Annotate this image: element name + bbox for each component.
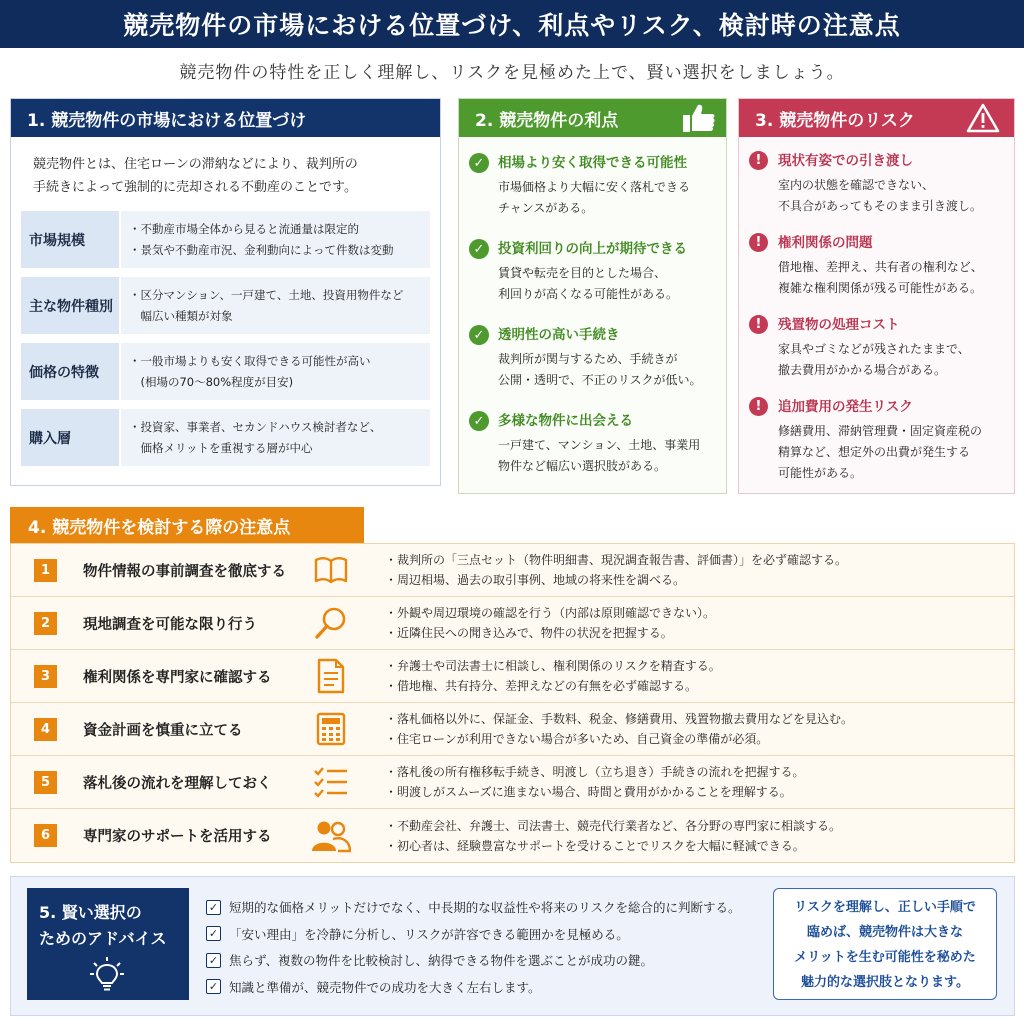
market-position-heading: 1. 競売物件の市場における位置づけ bbox=[11, 99, 440, 137]
step-title: 権利関係を専門家に確認する bbox=[83, 669, 272, 686]
step-number: 1 bbox=[34, 559, 57, 582]
list-item bbox=[469, 153, 716, 219]
risks-heading bbox=[739, 99, 1014, 137]
step-title: 資金計画を慎重に立てる bbox=[83, 722, 243, 739]
table-row bbox=[21, 409, 430, 466]
advantage-desc: 一戸建て、マンション、土地、事業用 物件など幅広い選択肢がある。 bbox=[498, 438, 701, 473]
risk-title: 権利関係の問題 bbox=[778, 235, 873, 251]
note-line: リスクを理解し、正しい手順で bbox=[794, 900, 976, 915]
precautions-panel bbox=[10, 543, 1015, 863]
table-row bbox=[11, 756, 1014, 809]
list-item bbox=[206, 894, 741, 921]
advice-heading: ためのアドバイス bbox=[39, 929, 167, 948]
exclamation-icon: ! bbox=[749, 151, 768, 170]
advantages-heading bbox=[459, 99, 726, 137]
step-points: ・不動産会社、弁護士、司法書士、競売代行業者など、各分野の専門家に相談する。 ・初心者は、経験豊富なサポートを受けることでリスクを大幅に軽減できる。 bbox=[385, 818, 842, 853]
checklist-icon bbox=[311, 762, 351, 802]
row-line: ・景気や不動産市況、金利動向によって件数は変動 bbox=[129, 242, 394, 257]
page-subtitle: 競売物件の特性を正しく理解し、リスクを見極めた上で、賢い選択をしましょう。 bbox=[179, 63, 845, 83]
list-item bbox=[206, 974, 741, 1001]
row-text bbox=[121, 211, 430, 268]
advantages-panel bbox=[458, 98, 727, 494]
list-item bbox=[749, 397, 1004, 484]
step-title: 物件情報の事前調査を徹底する bbox=[83, 563, 286, 580]
advice-heading: 5. 賢い選択の bbox=[39, 903, 142, 922]
table-row bbox=[11, 650, 1014, 703]
table-row bbox=[21, 211, 430, 268]
advantage-desc: 賃貸や転売を目的とした場合、 利回りが高くなる可能性がある。 bbox=[498, 266, 679, 301]
advice-list bbox=[206, 894, 741, 1000]
step-points: ・落札後の所有権移転手続き、明渡し（立ち退き）手続きの流れを把握する。 ・明渡しがスムーズに進まない場合、時間と費用がかかることを理解する。 bbox=[385, 765, 805, 799]
advice-text: 焦らず、複数の物件を比較検討し、納得できる物件を選ぶことが成功の鍵。 bbox=[229, 953, 654, 969]
advice-text: 知識と準備が、競売物件での成功を大きく左右します。 bbox=[229, 979, 541, 995]
step-title: 落札後の流れを理解しておく bbox=[83, 775, 272, 792]
warning-icon bbox=[966, 102, 1000, 134]
note-line: メリットを生む可能性を秘めた bbox=[794, 950, 976, 965]
list-item bbox=[749, 233, 1004, 299]
row-text bbox=[121, 277, 430, 334]
risks-heading-text: 3. 競売物件のリスク bbox=[755, 110, 915, 131]
step-number: 6 bbox=[34, 824, 57, 847]
risks-panel bbox=[738, 98, 1015, 494]
row-line: (相場の70～80%程度が目安) bbox=[129, 374, 294, 389]
page-title: 競売物件の市場における位置づけ、利点やリスク、検討時の注意点 bbox=[0, 0, 1024, 48]
advantage-title: 相場より安く取得できる可能性 bbox=[498, 155, 687, 171]
intro-line: 競売物件とは、住宅ローンの滞納などにより、裁判所の bbox=[33, 157, 358, 172]
market-position-panel bbox=[10, 98, 441, 486]
document-icon bbox=[311, 656, 351, 696]
checkbox-icon: ✓ bbox=[206, 953, 221, 968]
table-row bbox=[21, 277, 430, 334]
risk-title: 残置物の処理コスト bbox=[778, 317, 900, 333]
note-line: 魅力的な選択肢となります。 bbox=[801, 975, 969, 990]
advice-text: 短期的な価格メリットだけでなく、中長期的な収益性や将来のリスクを総合的に判断する。 bbox=[229, 900, 741, 916]
exclamation-icon: ! bbox=[749, 315, 768, 334]
exclamation-icon: ! bbox=[749, 233, 768, 252]
advantage-desc: 市場価格より大幅に安く落札できる チャンスがある。 bbox=[498, 180, 691, 215]
market-position-intro bbox=[11, 137, 440, 211]
step-points: ・弁護士や司法書士に相談し、権利関係のリスクを精査する。 ・借地権、共有持分、差押えなどの有無を必ず確認する。 bbox=[385, 659, 721, 693]
step-number: 5 bbox=[34, 771, 57, 794]
note-line: 臨めば、競売物件は大きな bbox=[806, 925, 963, 940]
risk-title: 現状有姿での引き渡し bbox=[778, 153, 913, 169]
row-line: ・不動産市場全体から見ると流通量は限定的 bbox=[129, 221, 359, 236]
row-label: 価格の特徴 bbox=[21, 343, 119, 400]
checkbox-icon: ✓ bbox=[206, 900, 221, 915]
step-number: 2 bbox=[34, 612, 57, 635]
table-row bbox=[11, 809, 1014, 862]
precautions-heading: 4. 競売物件を検討する際の注意点 bbox=[10, 507, 364, 543]
check-icon: ✓ bbox=[469, 325, 489, 345]
calculator-icon bbox=[311, 709, 351, 749]
exclamation-icon: ! bbox=[749, 397, 768, 416]
table-row bbox=[11, 597, 1014, 650]
row-line: ・投資家、事業者、セカンドハウス検討者など、 bbox=[129, 419, 382, 434]
risk-title: 追加費用の発生リスク bbox=[778, 399, 913, 415]
risk-desc: 修繕費用、滞納管理費・固定資産税の 精算など、想定外の出費が発生する 可能性がある。 bbox=[778, 424, 983, 480]
row-line: 価格メリットを重視する層が中心 bbox=[129, 440, 313, 455]
advantages-list bbox=[459, 137, 726, 477]
step-points: ・落札価格以外に、保証金、手数料、税金、修繕費用、残置物撤去費用などを見込む。 ・住宅ローンが利用できない場合が多いため、自己資金の準備が必須。 bbox=[385, 712, 854, 746]
lightbulb-icon bbox=[89, 956, 125, 994]
thumbs-up-icon bbox=[682, 103, 716, 133]
magnifier-icon bbox=[311, 603, 351, 643]
list-item bbox=[469, 325, 716, 391]
checkbox-icon: ✓ bbox=[206, 926, 221, 941]
step-points: ・裁判所の「三点セット（物件明細書、現況調査報告書、評価書）」を必ず確認する。 ・周辺相場、過去の取引事例、地域の将来性を調べる。 bbox=[385, 553, 848, 587]
row-line: ・一般市場よりも安く取得できる可能性が高い bbox=[129, 353, 371, 368]
table-row bbox=[21, 343, 430, 400]
table-row bbox=[11, 544, 1014, 597]
row-text bbox=[121, 343, 430, 400]
risks-list bbox=[739, 137, 1014, 484]
step-title: 現地調査を可能な限り行う bbox=[83, 616, 257, 633]
advantage-title: 透明性の高い手続き bbox=[498, 327, 620, 343]
intro-line: 手続きによって強制的に売却される不動産のことです。 bbox=[33, 180, 357, 195]
advantage-title: 多様な物件に出会える bbox=[498, 413, 633, 429]
advice-text: 「安い理由」を冷静に分析し、リスクが許容できる範囲かを見極める。 bbox=[229, 926, 629, 942]
advice-heading-box bbox=[27, 888, 189, 1000]
checkbox-icon: ✓ bbox=[206, 979, 221, 994]
risk-desc: 家具やゴミなどが残されたままで、 撤去費用がかかる場合がある。 bbox=[778, 342, 970, 377]
row-line: ・区分マンション、一戸建て、土地、投資用物件など bbox=[129, 287, 404, 302]
risk-desc: 借地権、差押え、共有者の権利など、 複雑な権利関係が残る可能性がある。 bbox=[778, 260, 983, 295]
step-title: 専門家のサポートを活用する bbox=[83, 829, 272, 845]
step-points: ・外観や周辺環境の確認を行う（内部は原則確認できない）。 ・近隣住民への聞き込みで、物件の状況を把握する。 bbox=[385, 606, 716, 640]
check-icon: ✓ bbox=[469, 153, 489, 173]
advantage-desc: 裁判所が関与するため、手続きが 公開・透明で、不正のリスクが低い。 bbox=[498, 352, 702, 387]
advantages-heading-text: 2. 競売物件の利点 bbox=[475, 110, 619, 131]
step-number: 3 bbox=[34, 665, 57, 688]
risk-desc: 室内の状態を確認できない、 不具合があってもそのまま引き渡し。 bbox=[778, 178, 982, 213]
advantage-title: 投資利回りの向上が期待できる bbox=[498, 241, 687, 257]
list-item bbox=[749, 315, 1004, 381]
row-label: 市場規模 bbox=[21, 211, 119, 268]
row-text bbox=[121, 409, 430, 466]
list-item bbox=[469, 411, 716, 477]
check-icon: ✓ bbox=[469, 411, 489, 431]
check-icon: ✓ bbox=[469, 239, 489, 259]
advice-panel bbox=[10, 876, 1015, 1016]
book-icon bbox=[311, 550, 351, 590]
market-position-table bbox=[11, 211, 440, 466]
list-item bbox=[469, 239, 716, 305]
table-row bbox=[11, 703, 1014, 756]
people-icon bbox=[311, 816, 351, 856]
row-line: 幅広い種類が対象 bbox=[129, 308, 233, 323]
list-item bbox=[749, 151, 1004, 217]
step-number: 4 bbox=[34, 718, 57, 741]
list-item bbox=[206, 921, 741, 948]
row-label: 購入層 bbox=[21, 409, 119, 466]
list-item bbox=[206, 947, 741, 974]
row-label: 主な物件種別 bbox=[21, 277, 119, 334]
advice-summary-note bbox=[773, 888, 997, 1000]
